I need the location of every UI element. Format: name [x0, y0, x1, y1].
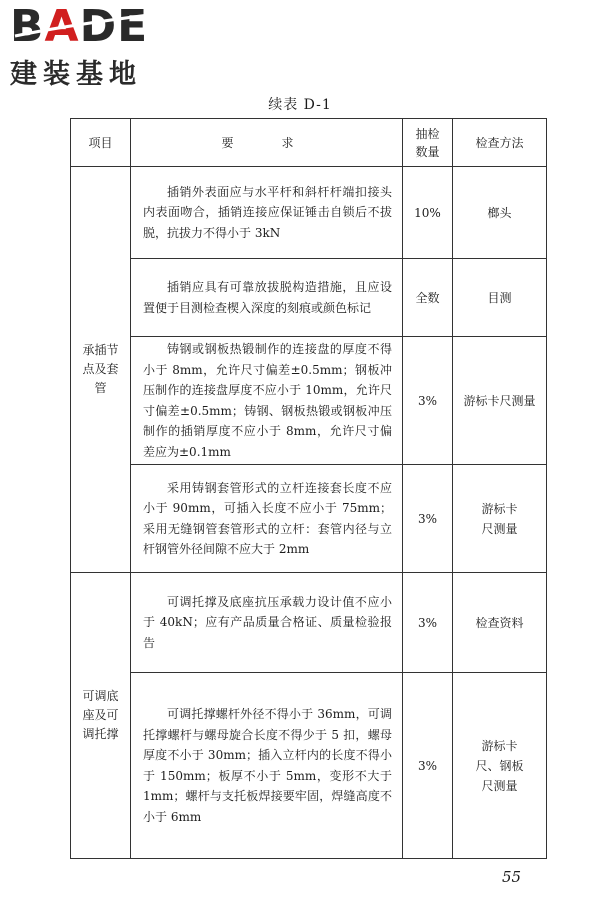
brand-letters-de: DE	[79, 1, 149, 52]
table-row	[71, 465, 547, 573]
requirement-text: 可调托撑及底座抗压承载力设计值不应小于 40kN；应有产品质量合格证、质量检验报告	[131, 573, 403, 673]
sample-count: 3%	[403, 673, 453, 859]
inspection-method: 榔头	[453, 167, 547, 259]
header-method: 检查方法	[453, 119, 547, 167]
inspection-method: 目测	[453, 259, 547, 337]
requirement-text: 采用铸钢套管形式的立杆连接套长度不应小于 90mm，可插入长度不应小于 75mm；采用无缝钢管套管形式的立杆：套管内径与立杆钢管外径间隙不应大于 2mm	[131, 465, 403, 573]
requirement-text: 插销应具有可靠放拔脱构造措施，且应设置便于目测检查楔入深度的刻痕或颜色标记	[131, 259, 403, 337]
brand-letter-b: B	[10, 1, 45, 52]
table-row	[71, 259, 547, 337]
inspection-method: 游标卡尺测量	[453, 337, 547, 465]
inspection-method: 游标卡尺测量	[453, 465, 547, 573]
header-item: 项目	[71, 119, 131, 167]
sample-count: 3%	[403, 573, 453, 673]
inspection-method: 游标卡尺、钢板尺测量	[453, 673, 547, 859]
header-requirement: 要 求	[131, 119, 403, 167]
sample-count: 3%	[403, 465, 453, 573]
logo-swoosh-icon	[13, 6, 175, 48]
brand-logo	[10, 1, 180, 94]
group-name: 承插节点及套管	[71, 167, 131, 573]
inspection-table	[70, 118, 547, 859]
table-row	[71, 573, 547, 673]
brand-name	[10, 1, 149, 52]
sample-count: 10%	[403, 167, 453, 259]
sample-count: 3%	[403, 337, 453, 465]
requirement-text: 可调托撑螺杆外径不得小于 36mm，可调托撑螺杆与螺母旋合长度不得少于 5 扣，螺母厚度不小于 30mm；插入立杆内的长度不得小于 150mm；板厚不小于 5mm，变形不大于 1mm；螺杆与支托板焊接要牢固，焊缝高度不小于 6mm	[131, 673, 403, 859]
requirement-text: 铸钢或钢板热锻制作的连接盘的厚度不得小于 8mm，允许尺寸偏差±0.5mm；钢板冲压制作的连接盘厚度不应小于 10mm，允许尺寸偏差±0.5mm；铸钢、钢板热锻或钢板冲压制作的插销厚度不应小于 8mm，允许尺寸偏差应为±0.1mm	[131, 337, 403, 465]
brand-letter-a: A	[44, 1, 80, 52]
table-row	[71, 167, 547, 259]
table-caption: 续表 D-1	[268, 97, 332, 113]
brand-subtitle: 建装基地	[10, 59, 142, 90]
table-header-row	[71, 119, 547, 167]
group-name: 可调底座及可调托撑	[71, 573, 131, 859]
requirement-text: 插销外表面应与水平杆和斜杆杆端扣接头内表面吻合，插销连接应保证锤击自锁后不拔脱，抗拔力不得小于 3kN	[131, 167, 403, 259]
sample-count: 全数	[403, 259, 453, 337]
inspection-method: 检查资料	[453, 573, 547, 673]
header-count: 抽检数量	[403, 119, 453, 167]
page-number: 55	[502, 868, 522, 886]
table-row	[71, 337, 547, 465]
table-row	[71, 673, 547, 859]
